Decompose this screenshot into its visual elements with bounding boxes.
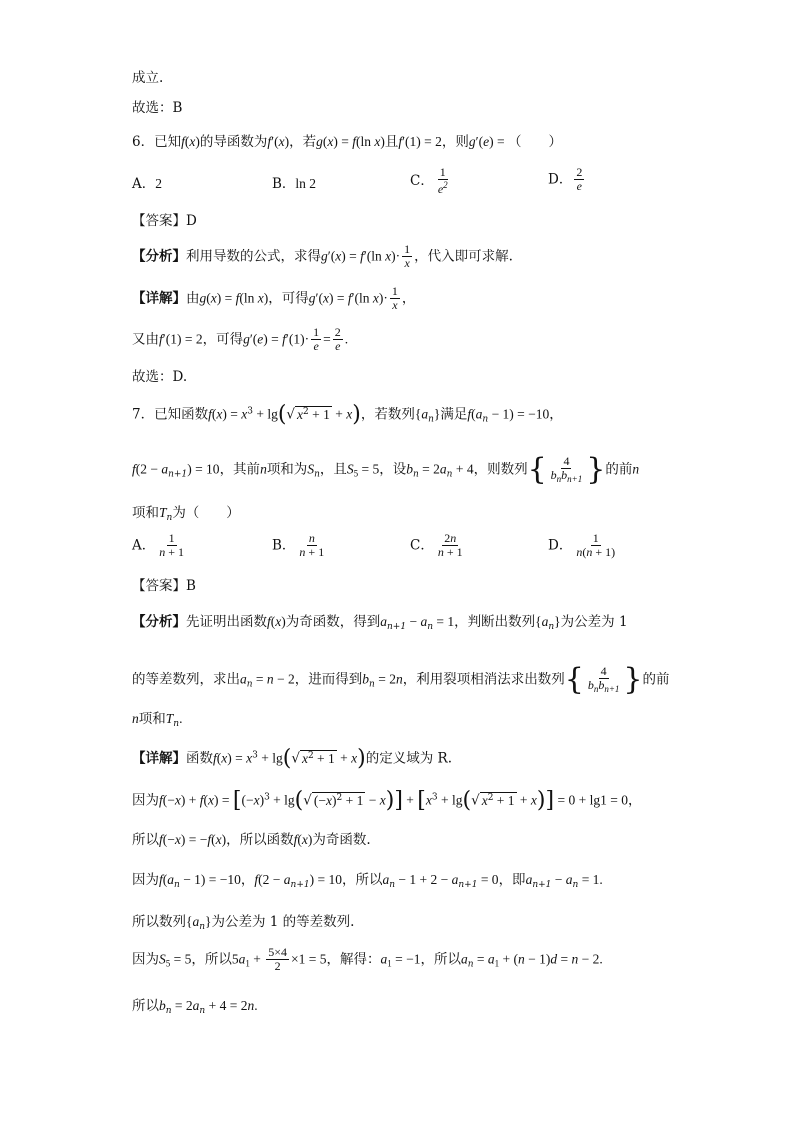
- text: ，利用裂项相消法求出数列: [402, 671, 565, 688]
- text: ，: [401, 290, 416, 307]
- text: 为奇函数.: [312, 832, 371, 848]
- choice-a: A． $\frac{1}{n + 1}$: [132, 531, 185, 560]
- text: 项和: [138, 711, 166, 727]
- choice-label: B．: [272, 176, 296, 192]
- choice-c: C． $\frac{1}{e^2}$: [410, 165, 448, 197]
- choice-value: 2: [155, 176, 162, 191]
- text: ，判断出数列: [454, 614, 536, 630]
- text-line: 项和$T_n$为（ ）: [132, 505, 240, 523]
- text: 利用导数的公式，求得: [186, 248, 321, 265]
- text: ，设: [379, 461, 407, 478]
- choice-label: A．: [132, 537, 156, 554]
- text: ，即: [498, 872, 526, 888]
- text: ，可得: [268, 290, 309, 307]
- text: 所以数列: [132, 914, 186, 930]
- text: 且: [384, 134, 399, 150]
- text: 故选：B: [132, 100, 183, 116]
- choice-a: [132, 176, 162, 192]
- text: 所以: [132, 832, 159, 848]
- text: 满足: [440, 406, 468, 423]
- text: ，且: [319, 461, 347, 478]
- text: 又由: [132, 331, 159, 348]
- question-number: 6．已知: [132, 134, 182, 150]
- choice-label: C．: [410, 172, 434, 189]
- text-line: 所以数列$\{a_n\}$为公差为 1 的等差数列.: [132, 914, 355, 932]
- text: ，: [240, 872, 255, 888]
- text-line: 所以f(−x) = −f(x)，所以函数f(x)为奇函数.: [132, 832, 371, 848]
- text-line: [132, 100, 182, 116]
- detail-7: 【详解】函数$f(x) = x^3 + \lg(√$ $x^2 + 1 + x$)的定义域为 R.: [132, 746, 453, 771]
- analysis-7: 【分析】先证明出函数f(x)为奇函数，得到$a_{n+1} - a_n = 1$，判断出数列$\{a_n\}$为公差为 1: [132, 614, 628, 632]
- question-number: 7．已知函数: [132, 406, 209, 423]
- text-line: 因为$S_5 = 5$，所以$5a_1$ + $\frac{5\times 4}{2}$ ×1 = 5，解得：$a_1 = -1$，所以$a_n = a_1 + (n - 1)d = n - 2$.: [132, 945, 603, 974]
- choice-label: A．: [132, 176, 156, 192]
- text: 为公差为 1: [560, 614, 628, 630]
- text: ，可得: [202, 331, 244, 348]
- choice-c: C． $\frac{2n}{n + 1}$: [410, 531, 463, 560]
- text: （ ）: [507, 134, 562, 150]
- choice-d: D． $\frac{2}{e}$: [548, 165, 583, 194]
- text-line: n项和$T_n$.: [132, 711, 183, 729]
- text: 所以: [132, 998, 159, 1014]
- text: 的前: [642, 671, 670, 688]
- text: ，若: [289, 134, 317, 150]
- text: 因为: [132, 792, 159, 809]
- answer-6: [132, 213, 197, 229]
- text-line: 又由f′(1) = 2，可得g′(e) = f′(1)· $\frac{1}{e}$ = $\frac{2}{e}$ .: [132, 325, 349, 354]
- text: ，其前: [219, 461, 261, 478]
- text: ，则: [441, 134, 469, 150]
- text: 故选：D.: [132, 369, 188, 385]
- detail-tag: 【详解】: [132, 750, 186, 767]
- text: ，解得：: [326, 951, 381, 968]
- answer-7: [132, 578, 196, 594]
- choice-b: [272, 176, 316, 192]
- answer: 【答案】D: [132, 213, 197, 229]
- text-line: 因为$f(a_n - 1) = -10$，$f(2 - a_{n+1}) = 10$，所以$a_n - 1 + 2 - a_{n+1} = 0$，即$a_{n+1} - a_n = 1$.: [132, 872, 603, 890]
- text: ，: [549, 406, 563, 423]
- answer: 【答案】B: [132, 578, 196, 594]
- text: 先证明出函数: [186, 614, 267, 630]
- text: ，所以: [191, 951, 232, 968]
- text: 为奇函数，得到: [285, 614, 381, 630]
- choice-b: B． $\frac{n}{n + 1}$: [272, 531, 325, 560]
- text: 的等差数列，求出: [132, 671, 240, 688]
- text: 的前: [605, 461, 633, 478]
- text: 因为: [132, 951, 159, 968]
- choice-d: D． $\frac{1}{n(n + 1)}$: [548, 531, 616, 560]
- text: 为（ ）: [172, 505, 240, 521]
- text: ，进而得到: [294, 671, 363, 688]
- analysis-7-cont: 的等差数列，求出$a_n = n - 2$，进而得到$b_n = 2n$，利用裂项相消法求出数列{ $\frac{4}{b_nb_{n+1}}$ }的前: [132, 662, 670, 697]
- text: 函数: [186, 750, 213, 767]
- choice-label: D．: [548, 537, 573, 554]
- text: ，代入即可求解.: [414, 248, 513, 265]
- text: 项和为: [266, 461, 308, 478]
- text: 因为: [132, 872, 159, 888]
- detail-tag: 【详解】: [132, 290, 186, 307]
- choice-label: C．: [410, 537, 434, 554]
- text: 的导函数为: [199, 134, 268, 150]
- text-line: 因为$f(-x) + f(x) = [(-x)^3 + \lg(√$ $(-x)^2 + 1 - x)] + [x^3 + \lg(√$ $x^2 + 1 + x)] = 0 + \lg 1 = 0$，: [132, 788, 642, 813]
- text: ，所以: [341, 872, 383, 888]
- text-line: [132, 70, 163, 86]
- choice-label: D．: [548, 171, 573, 188]
- text: 的定义域为 R.: [365, 750, 453, 767]
- text: 由: [186, 290, 200, 307]
- text: 项和: [132, 505, 159, 521]
- text: 成立.: [132, 70, 164, 86]
- choice-label: B．: [272, 537, 296, 554]
- text: ，所以: [420, 951, 461, 968]
- analysis-6: 【分析】利用导数的公式，求得g′(x) = f′(ln x)· $\frac{1}{x}$ ，代入即可求解.: [132, 242, 513, 271]
- text: ，所以函数: [226, 832, 294, 848]
- detail-6: 【详解】由g(x) = f(ln x)，可得g′(x) = f′(ln x)· $\frac{1}{x}$ ，: [132, 284, 416, 313]
- analysis-tag: 【分析】: [132, 248, 186, 265]
- question-6: 6．已知f(x)的导函数为f′(x)，若g(x) = f(ln x)且f′(1) = 2，则g′(e) = （ ）: [132, 134, 562, 150]
- analysis-tag: 【分析】: [132, 614, 186, 630]
- text: 为公差为 1 的等差数列.: [211, 914, 355, 930]
- text: ，若数列: [360, 406, 415, 423]
- text-line: [132, 369, 187, 385]
- text-line: 所以$b_n = 2a_n + 4 = 2n$.: [132, 998, 258, 1016]
- text: ，则数列: [473, 461, 528, 478]
- question-7-cont: $f(2 - a_{n+1}) = 10$，其前n项和为$S_n$，且$S_5 = 5$，设$b_n = 2a_n + 4$，则数列{ $\frac{4}{b_nb_{n+1}}$ }的前n: [132, 452, 640, 487]
- question-7: 7．已知函数$f(x) = x^3 + \lg(√$ $x^2 + 1 + x$)，若数列$\{a_n\}$满足$f(a_n - 1) = -10$，: [132, 402, 563, 427]
- choice-value: ln 2: [295, 176, 317, 191]
